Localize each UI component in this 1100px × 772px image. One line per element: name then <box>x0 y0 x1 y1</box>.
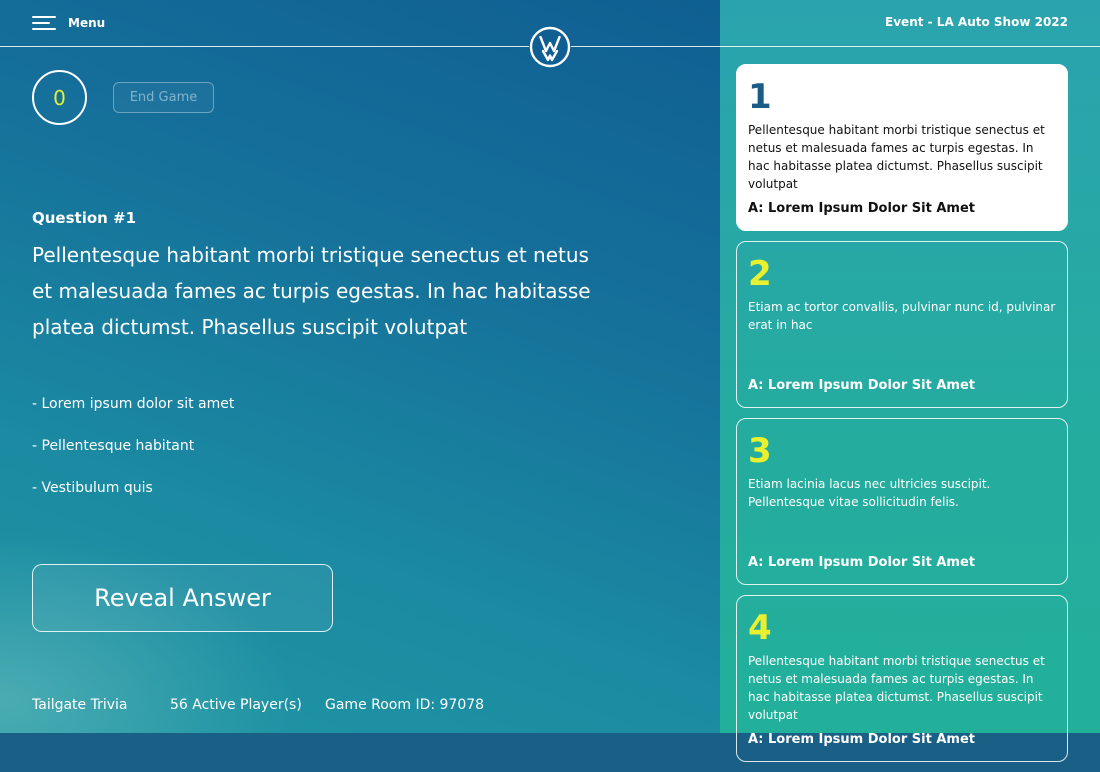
footer-status <box>32 697 484 713</box>
question-card-2[interactable] <box>736 241 1068 408</box>
question-list-panel <box>720 0 1100 747</box>
option-item: - Vestibulum quis <box>32 480 153 496</box>
question-card-text: Etiam lacinia lacus nec ultricies suscipit. Pellentesque vitae sollicitudin felis. <box>748 477 991 509</box>
question-text: Pellentesque habitant morbi tristique senectus et netus et malesuada fames ac turpis egestas. In hac habitasse platea dictumst. Phasellus suscipit volutpat <box>32 243 591 339</box>
hamburger-menu-icon <box>32 15 56 31</box>
game-room-id: Game Room ID: 97078 <box>325 697 485 713</box>
question-label: Question #1 <box>32 209 137 227</box>
question-number: 3 <box>748 431 772 471</box>
question-card-answer: A: Lorem Ipsum Dolor Sit Amet <box>748 378 975 393</box>
question-card-text: Pellentesque habitant morbi tristique senectus et netus et malesuada fames ac turpis egestas. In hac habitasse platea dictumst. Phasellus suscipit volutpat <box>748 123 1045 191</box>
option-item: - Lorem ipsum dolor sit amet <box>32 396 235 412</box>
active-players-count: 56 Active Player(s) <box>170 697 302 713</box>
question-number: 1 <box>748 77 772 117</box>
event-title: Event - LA Auto Show 2022 <box>885 15 1068 29</box>
question-cards <box>736 64 1068 772</box>
question-card-3[interactable] <box>736 418 1068 585</box>
option-item: - Pellentesque habitant <box>32 438 195 454</box>
answer-options <box>32 393 234 519</box>
question-card-4[interactable] <box>736 595 1068 762</box>
app-name: Tailgate Trivia <box>32 697 128 713</box>
menu-button[interactable] <box>32 13 105 33</box>
question-card-text: Etiam ac tortor convallis, pulvinar nunc id, pulvinar erat in hac <box>748 300 1056 332</box>
question-card-1[interactable] <box>736 64 1068 231</box>
question-card-answer: A: Lorem Ipsum Dolor Sit Amet <box>748 555 975 570</box>
menu-label: Menu <box>68 16 106 30</box>
question-number: 2 <box>748 254 772 294</box>
question-card-answer: A: Lorem Ipsum Dolor Sit Amet <box>748 732 975 747</box>
question-number: 4 <box>748 608 772 648</box>
end-game-button[interactable]: End Game <box>113 82 214 113</box>
vw-logo-icon <box>529 26 571 68</box>
question-card-text: Pellentesque habitant morbi tristique senectus et netus et malesuada fames ac turpis egestas. In hac habitasse platea dictumst. Phasellus suscipit volutpat <box>748 654 1045 722</box>
reveal-answer-button[interactable]: Reveal Answer <box>32 564 333 632</box>
question-card-answer: A: Lorem Ipsum Dolor Sit Amet <box>748 201 975 216</box>
score-circle: 0 <box>32 70 87 125</box>
